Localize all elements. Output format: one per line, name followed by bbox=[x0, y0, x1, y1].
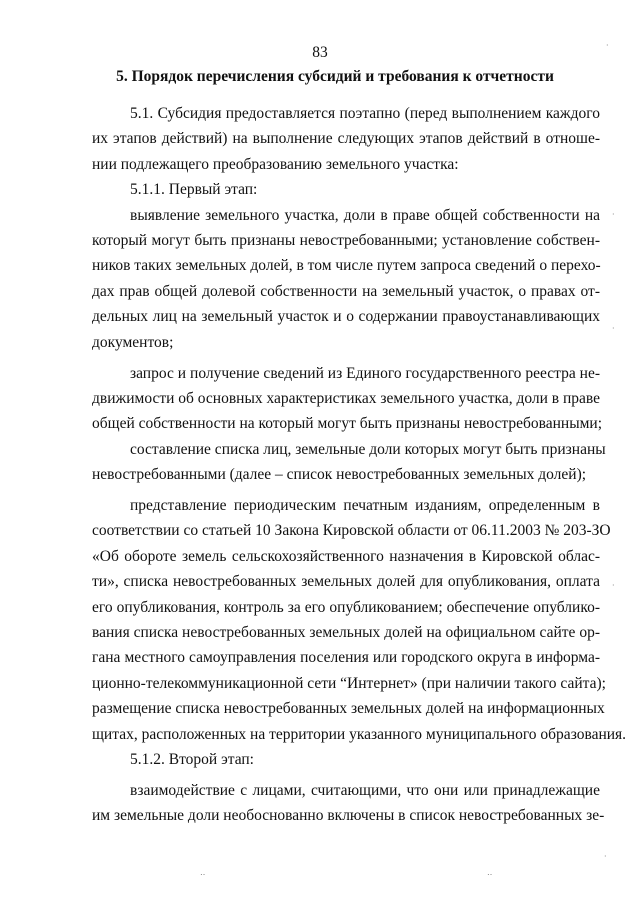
text-line: 5.1.2. Второй этап: bbox=[130, 750, 254, 768]
scan-speck: · bbox=[612, 210, 615, 219]
scan-speck: ‥ bbox=[200, 868, 206, 877]
text-line: дах прав общей долевой собственности на земельный участок, о правах от- bbox=[92, 282, 600, 300]
text-line: выявление земельного участка, доли в праве общей собственности на bbox=[130, 206, 600, 224]
text-line: его опубликования, контроль за его опубликованием; обеспечение опублико- bbox=[92, 598, 600, 616]
text-line: нии подлежащего преобразованию земельного участка: bbox=[92, 155, 459, 173]
text-line: им земельные доли необоснованно включены в список невостребованных зе- bbox=[92, 807, 605, 825]
text-line: 5.1.1. Первый этап: bbox=[130, 181, 258, 199]
text-line: дельных лиц на земельный участок и о содержании правоустанавливающих bbox=[92, 308, 600, 326]
page-number: 83 bbox=[312, 44, 328, 61]
text-line: документов; bbox=[92, 333, 174, 351]
scan-speck: ‥ bbox=[487, 868, 493, 877]
body-text bbox=[92, 101, 627, 829]
text-line: их этапов действий) на выполнение следующих этапов действий в отноше- bbox=[92, 130, 600, 148]
text-line: взаимодействие с лицами, считающими, что они или принадлежащие bbox=[130, 781, 600, 799]
scan-speck: · bbox=[604, 852, 607, 861]
text-line: «Об обороте земель сельскохозяйственного назначения в Кировской облас- bbox=[92, 547, 600, 565]
text-line: запрос и получение сведений из Единого государственного реестра не- bbox=[130, 364, 600, 382]
text-line: который могут быть признаны невостребованными; установление собствен- bbox=[92, 231, 600, 249]
scan-speck: · bbox=[612, 581, 615, 590]
text-line: общей собственности на который могут быть признаны невостребованными; bbox=[92, 415, 603, 433]
text-line: движимости об основных характеристиках земельного участка, доли в праве bbox=[92, 389, 601, 407]
text-line: щитах, расположенных на территории указанного муниципального образования. bbox=[92, 725, 627, 743]
scan-speck: · bbox=[606, 41, 609, 50]
text-line: вания списка невостребованных земельных долей на официальном сайте ор- bbox=[92, 624, 600, 641]
text-line: представление периодическим печатным изданиям, определенным в bbox=[130, 497, 600, 515]
text-line: соответствии со статьей 10 Закона Кировской области от 06.11.2003 № 203-ЗО bbox=[92, 522, 611, 540]
scan-speck: · bbox=[612, 324, 615, 333]
section-heading: 5. Порядок перечисления субсидий и требования к отчетности bbox=[116, 68, 554, 85]
text-line: размещение списка невостребованных земельных долей на информационных bbox=[92, 700, 605, 718]
text-line: гана местного самоуправления поселения или городского округа в информа- bbox=[92, 649, 600, 667]
text-line: составление списка лиц, земельные доли которых могут быть признаны bbox=[130, 440, 606, 458]
text-line: ти», списка невостребованных земельных долей для опубликования, оплата bbox=[92, 573, 600, 591]
text-line: ников таких земельных долей, в том числе путем запроса сведений о перехо- bbox=[92, 257, 601, 275]
text-line: невостребованными (далее – список невостребованных земельных долей); bbox=[92, 466, 587, 484]
text-line: 5.1. Субсидия предоставляется поэтапно (перед выполнением каждого bbox=[130, 105, 600, 122]
text-line: ционно-телекоммуникационной сети “Интернет» (при наличии такого сайта); bbox=[92, 674, 606, 692]
